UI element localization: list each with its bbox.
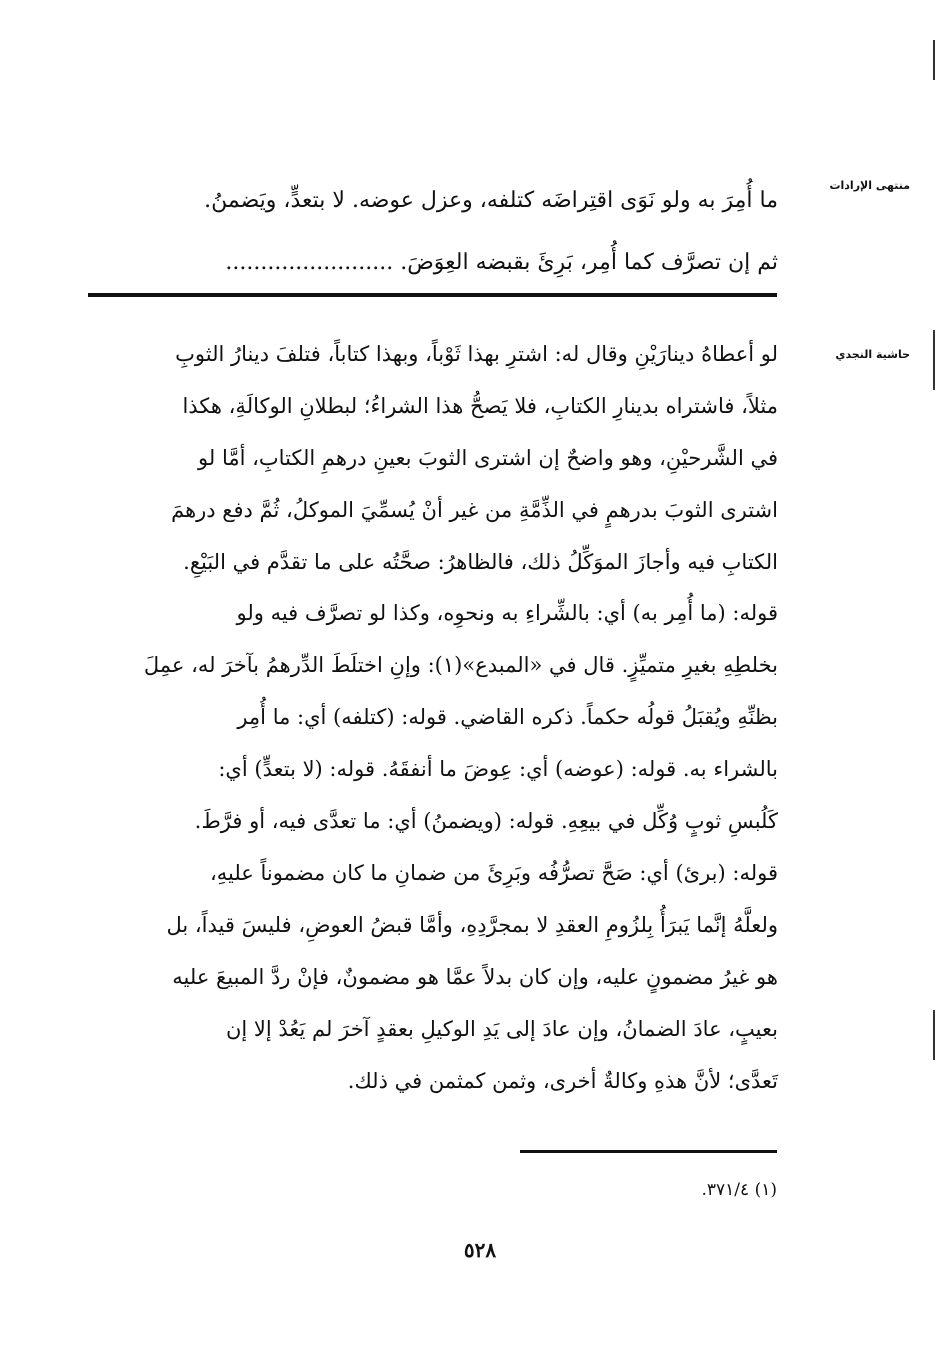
sharh-line: هو غيرُ مضمونٍ عليه، وإن كان بدلاً عمَّا هو مضمونٌ، فإنْ ردَّ المبيعَ عليه <box>172 965 778 989</box>
matn-line: ما أُمِرَ به ولو نَوَى اقتِراضَه كتلفه، وعزل عوضه. لا بتعدٍّ، ويَضمنُ. <box>204 188 778 213</box>
sharh-line: تَعدَّى؛ لأنَّ هذهِ وكالةٌ أخرى، وثمن كمثمن في ذلك. <box>347 1069 778 1093</box>
footnote: (١) ٣٧١/٤. <box>701 1180 777 1200</box>
hashiya-line: الكتابِ فيه وأجازَ الموَكِّلُ ذلك، فالظاهرُ: صحَّتُه على ما تقدَّم في البَيْعِ. <box>183 550 778 574</box>
page-edge-mark <box>933 330 935 390</box>
side-label-matn: منتهى الإرادات <box>829 179 910 192</box>
page-edge-mark <box>933 1010 935 1060</box>
matn-text <box>86 170 778 294</box>
hashiya-line: لو أعطاهُ دينارَيْنِ وقال له: اشترِ بهذا ثَوْباً، وبهذا كتاباً، فتلفَ دينارُ الثوبِ <box>175 342 778 366</box>
footnote-divider <box>520 1150 777 1153</box>
hashiya-text <box>86 328 778 588</box>
sharh-text <box>86 587 778 1107</box>
sharh-line: بخلطِهِ بغيرِ متميِّزٍ. قال في «المبدع»(١): وإنِ اختلَطَ الدِّرهمُ بآخرَ له، عمِلَ <box>143 653 778 677</box>
hashiya-line: مثلاً، فاشتراه بدينارِ الكتابِ، فلا يَصحُّ هذا الشراءُ؛ لبطلانِ الوكالَةِ، هكذا <box>182 394 778 418</box>
hashiya-line: اشترى الثوبَ بدرهمٍ في الذِّمَّةِ من غير أنْ يُسمِّيَ الموكلُ، ثُمَّ دفع درهمَ <box>171 498 778 522</box>
sharh-line: ولعلَّهُ إنَّما يَبرَأُ بِلزُومِ العقدِ لا بمجرَّدِهِ، وأمَّا قبضُ العوضِ، فليسَ قيداً، بل <box>166 913 778 937</box>
sharh-line: قوله: (برئ) أي: صَحَّ تصرُّفُه وبَرِئَ من ضمانِ ما كان مضموناً عليهِ، <box>209 861 778 885</box>
page-edge-mark <box>933 40 935 80</box>
sharh-line: كَلُبسِ ثوبٍ وُكِّل في بيعِهِ. قوله: (ويضمنُ) أي: ما تعدَّى فيه، أو فرَّطَ. <box>194 809 778 833</box>
section-divider <box>88 293 777 297</box>
sharh-line: بالشراء به. قوله: (عوضه) أي: عِوضَ ما أنفقَهُ. قوله: (لا بتعدٍّ) أي: <box>218 757 778 781</box>
side-label-hashiya: حاشية النجدي <box>835 348 910 361</box>
sharh-line: بعيبٍ، عادَ الضمانُ، وإن عادَ إلى يَدِ الوكيلِ بعقدٍ آخرَ لم يَعُدْ إلا إن <box>225 1017 778 1041</box>
hashiya-line: في الشَّرحيْنِ، وهو واضحٌ إن اشترى الثوبَ بعينِ درهمِ الكتابِ، أمَّا لو <box>198 446 778 470</box>
sharh-line: قوله: (ما أُمِر به) أي: بالشِّراءِ به ونحوِه، وكذا لو تصرَّف فيه ولو <box>236 601 778 625</box>
page-number: ٥٢٨ <box>463 1238 497 1262</box>
sharh-line: بظنِّهِ ويُقبَلُ قولُه حكماً. ذكره القاضي. قوله: (كتلفه) أي: ما أُمِر <box>237 705 778 729</box>
matn-line: ثم إن تصرَّف كما أُمِر، بَرِئَ بقبضه العِوَضَ. ........................ <box>225 250 778 275</box>
